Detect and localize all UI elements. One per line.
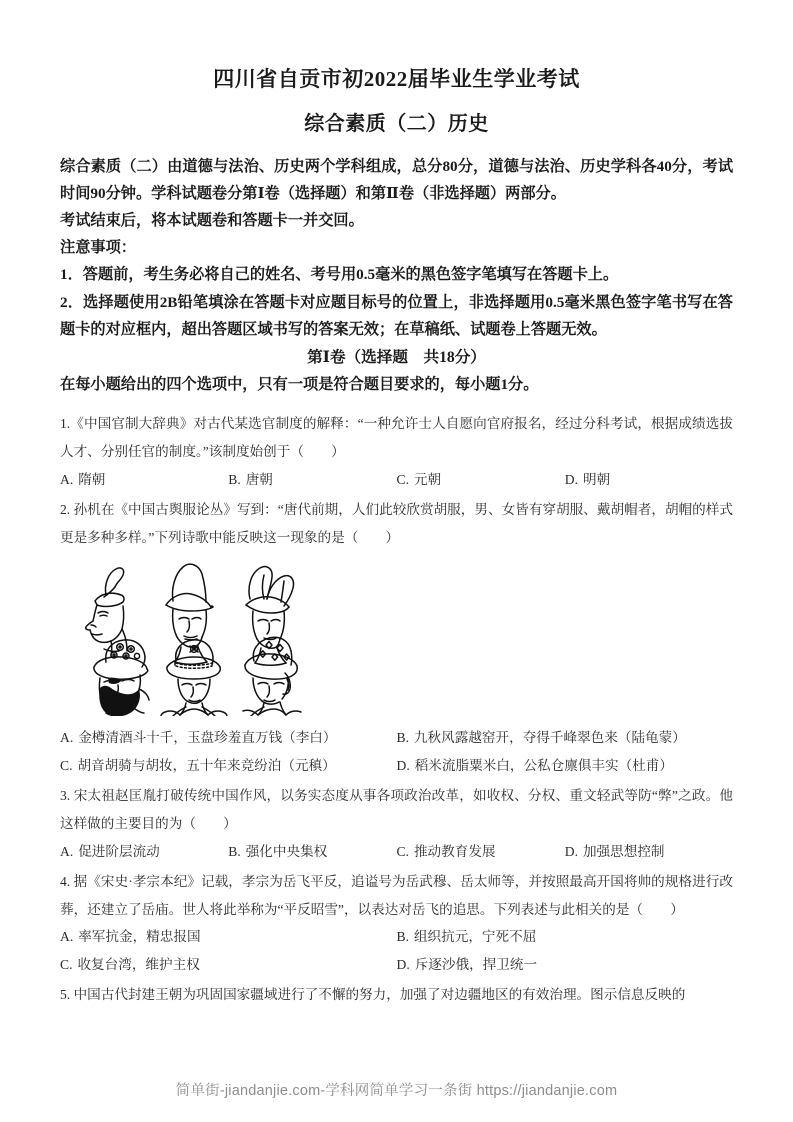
option-text: 收复台湾，维护主权 — [77, 957, 200, 973]
intro-block — [60, 137, 733, 234]
question-stem: 4. 据《宋史·孝宗本纪》记载，孝宗为岳飞平反，追谥号为岳武穆、岳太师等，并按照最高开国将帅的规格进行改葬，还建立了岳庙。世人将此举称为“平反昭雪”，以表达对岳飞的追思。下列表述与此相关的是（ ） — [60, 873, 733, 917]
question-stem: 1.《中国官制大辞典》对古代某选官制度的解释：“一种允许士人自愿向官府报名，经过分科考试，根据成绩选拔人才、分别任官的制度。”该制度始创于（ ） — [60, 416, 733, 460]
option-label: A. — [60, 730, 74, 746]
question-options — [60, 838, 733, 866]
option-label: D. — [396, 758, 410, 774]
notices-heading: 注意事项： — [60, 239, 136, 257]
question-figure — [60, 551, 733, 724]
question-options — [60, 466, 733, 494]
option-label: A. — [60, 471, 74, 487]
question-options — [60, 923, 733, 951]
option-text: 促进阶层流动 — [78, 843, 160, 859]
intro-paragraph-2: 考试结束后，将本试题卷和答题卡一并交回。 — [60, 212, 364, 230]
option-text: 九秋风露越窑开，夺得千峰翠色来（陆龟蒙） — [413, 730, 686, 746]
hat-figure-3 — [246, 567, 294, 666]
option-text: 推动教育发展 — [413, 843, 496, 859]
option-a[interactable] — [60, 923, 397, 951]
option-d[interactable] — [565, 838, 733, 866]
section-heading: 第Ⅰ卷（选择题 共18分） — [307, 348, 486, 366]
question-item — [60, 496, 733, 780]
page-title: 四川省自贡市初2022届毕业生学业考试 — [213, 67, 580, 91]
option-label: B. — [396, 730, 409, 746]
question-options — [60, 752, 733, 780]
option-text: 唐朝 — [245, 471, 273, 487]
option-text: 加强思想控制 — [582, 843, 665, 859]
question-options — [60, 724, 733, 752]
hat-figure-6 — [243, 638, 301, 717]
question-item — [60, 868, 733, 979]
option-label: A. — [60, 929, 74, 945]
question-stem: 3. 宋太祖赵匡胤打破传统中国作风，以务实态度从事各项政治改革，如收权、分权、重文轻武等防“弊”之政。他这样做的主要目的为（ ） — [60, 788, 733, 832]
option-label: C. — [396, 471, 409, 487]
intro-paragraph-1: 综合素质（二）由道德与法治、历史两个学科组成，总分80分，道德与法治、历史学科各40分，考试时间90分钟。学科试题卷分第Ⅰ卷（选择题）和第Ⅱ卷（非选择题）两部分。 — [60, 158, 733, 203]
option-label: C. — [60, 957, 73, 973]
question-item — [60, 410, 733, 494]
page-subtitle: 综合素质（二）历史 — [304, 113, 489, 136]
option-b[interactable] — [397, 724, 734, 752]
option-a[interactable] — [60, 838, 228, 866]
option-text: 胡音胡骑与胡妆，五十年来竞纷泊（元稹） — [77, 758, 336, 774]
option-d[interactable] — [565, 466, 733, 494]
option-b[interactable] — [228, 838, 396, 866]
section-note: 在每小题给出的四个选项中，只有一项是符合题目要求的，每小题1分。 — [60, 376, 539, 394]
option-text: 稻米流脂粟米白，公私仓廪俱丰实（杜甫） — [414, 758, 673, 774]
option-label: B. — [228, 843, 241, 859]
hat-figure-5 — [161, 640, 227, 716]
hat-figure-4 — [94, 640, 149, 716]
option-label: B. — [228, 471, 241, 487]
option-label: C. — [396, 843, 409, 859]
option-label: D. — [564, 843, 578, 859]
option-label: D. — [564, 471, 578, 487]
option-label: C. — [60, 758, 73, 774]
option-label: A. — [60, 843, 74, 859]
footer-watermark: 简单街-jiandanjie.com-学科网简单学习一条街 https://jiandanjie.com — [175, 1083, 618, 1099]
option-text: 隋朝 — [78, 471, 106, 487]
option-b[interactable] — [228, 466, 396, 494]
option-c[interactable] — [397, 466, 565, 494]
notice-item-1: 1．答题前，考生务必将自己的姓名、考号用0.5毫米的黑色签字笔填写在答题卡上。 — [60, 266, 619, 284]
notice-item-2: 2．选择题使用2B铅笔填涂在答题卡对应题目标号的位置上，非选择题用0.5毫米黑色签字笔书写在答题卡的对应框内，超出答题区域书写的答案无效；在草稿纸、试题卷上答题无效。 — [60, 293, 733, 338]
option-label: D. — [396, 957, 410, 973]
option-text: 强化中央集权 — [245, 843, 328, 859]
question-item — [60, 981, 733, 1009]
option-a[interactable] — [60, 724, 397, 752]
question-options — [60, 951, 733, 979]
option-d[interactable] — [397, 752, 734, 780]
option-text: 组织抗元，宁死不屈 — [413, 929, 537, 945]
questions-list — [60, 398, 733, 1009]
option-c[interactable] — [60, 752, 397, 780]
option-label: B. — [396, 929, 409, 945]
question-stem: 2. 孙机在《中国古舆服论丛》写到：“唐代前期，人们此较欣赏胡服，男、女皆有穿胡服、戴胡帽者，胡帽的样式更是多种多样。”下列诗歌中能反映这一现象的是（ ） — [60, 501, 733, 545]
option-text: 率军抗金，精忠报国 — [78, 929, 201, 945]
hat-figure-2 — [166, 565, 213, 665]
question-item — [60, 782, 733, 866]
option-d[interactable] — [397, 951, 734, 979]
option-text: 金樽清酒斗十千，玉盘珍羞直万钱（李白） — [78, 730, 337, 746]
option-text: 斥逐沙俄，捍卫统一 — [414, 957, 538, 973]
option-text: 元朝 — [413, 471, 442, 487]
question-stem: 5. 中国古代封建王朝为巩固国家疆域进行了不懈的努力，加强了对边疆地区的有效治理。图示信息反映的 — [60, 987, 686, 1003]
option-c[interactable] — [397, 838, 565, 866]
tang-hu-hats-illustration — [78, 561, 378, 716]
option-c[interactable] — [60, 951, 397, 979]
option-a[interactable] — [60, 466, 228, 494]
option-b[interactable] — [397, 923, 734, 951]
option-text: 明朝 — [582, 471, 611, 487]
hat-figure-1 — [86, 568, 127, 655]
